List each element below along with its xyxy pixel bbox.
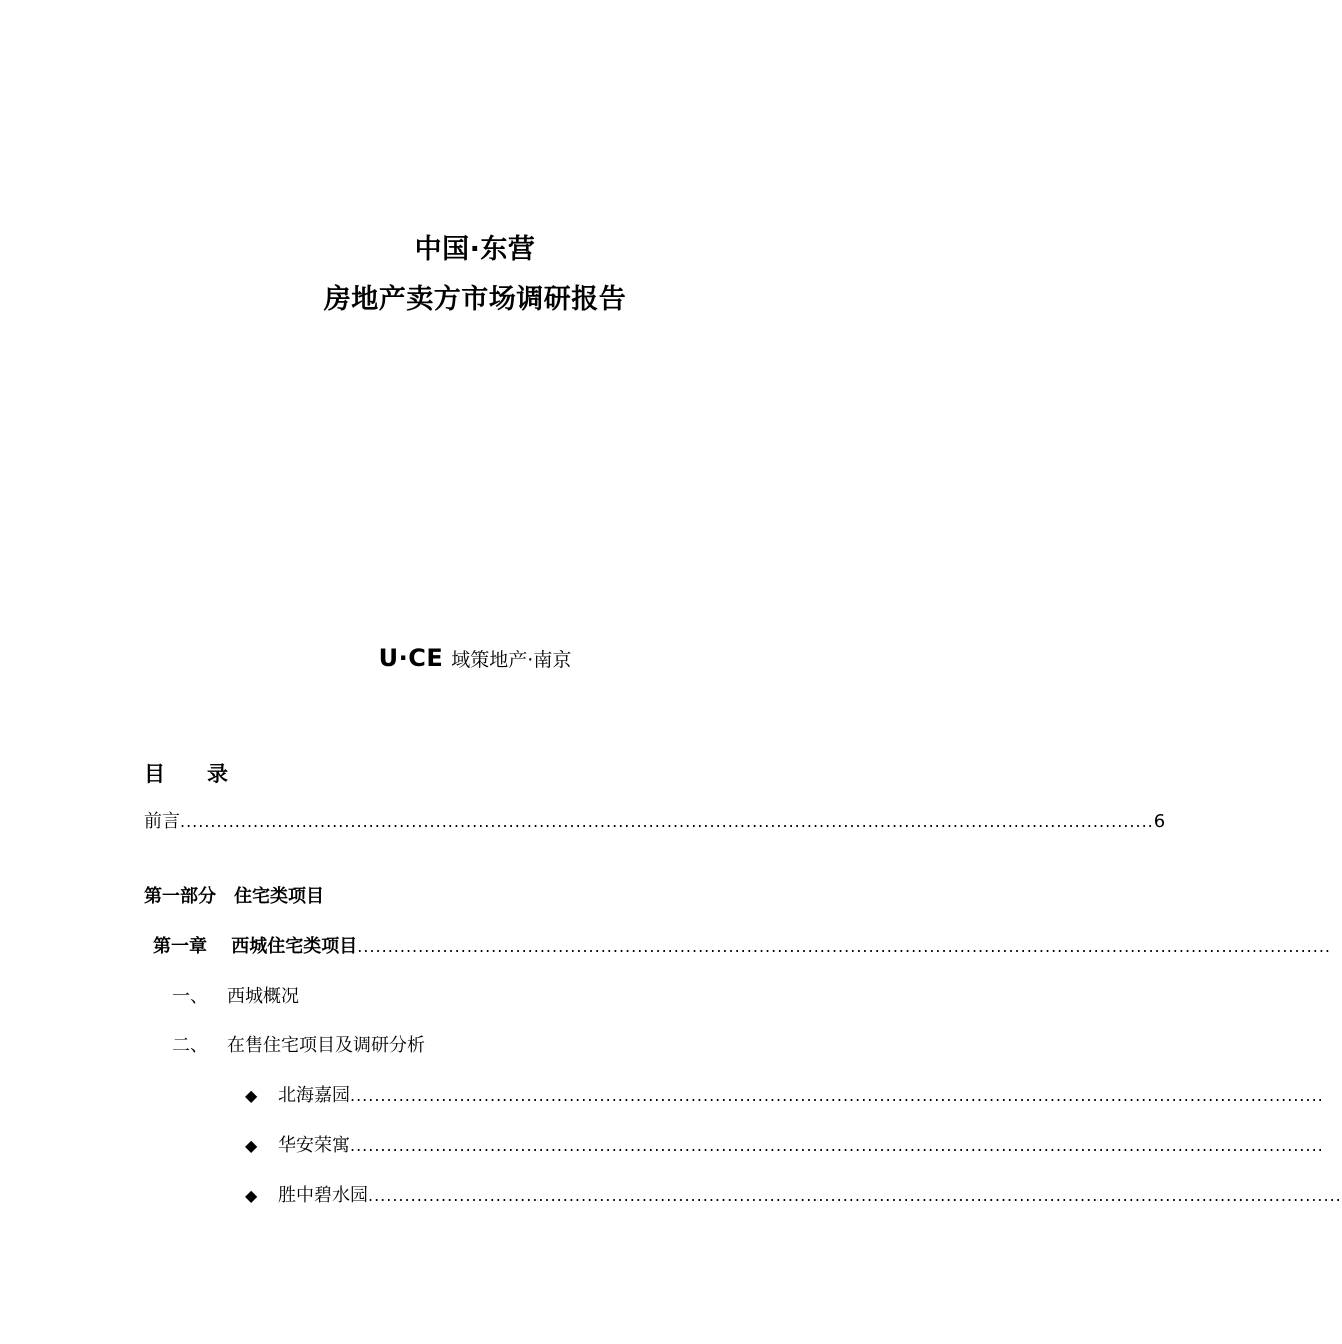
bullet-diamond-icon: ◆ — [245, 1186, 258, 1205]
toc-entry-chapter1[interactable] — [153, 935, 1332, 959]
toc-entry-section1[interactable] — [172, 985, 299, 1009]
toc-entry-item[interactable] — [278, 1084, 1324, 1108]
toc-entry-label: 北海嘉园 — [278, 1085, 350, 1106]
toc-entry-label: 西城概况 — [227, 986, 299, 1007]
bullet-diamond-icon: ◆ — [245, 1136, 258, 1155]
logo-company-name: 域策地产·南京 — [451, 648, 572, 671]
toc-dot-leader: ................................................................................................................................................................ — [368, 1186, 1342, 1205]
toc-dot-leader: ................................................................................................................................................................ — [350, 1136, 1324, 1155]
bullet-diamond-icon: ◆ — [245, 1086, 258, 1105]
toc-entry-preface[interactable] — [144, 810, 1166, 834]
toc-dot-leader: ................................................................................................................................................................ — [180, 812, 1154, 831]
toc-entry-label: 胜中碧水园 — [278, 1185, 368, 1206]
toc-entry-section2[interactable] — [172, 1034, 425, 1058]
cover-title-line-1: 中国·东营 — [414, 234, 536, 265]
toc-dot-leader: ................................................................................................................................................................ — [350, 1086, 1324, 1105]
toc-section-number: 一、 — [172, 986, 208, 1007]
toc-entry-label: 第一章 西城住宅类项目 — [153, 936, 358, 957]
toc-entry-label: 在售住宅项目及调研分析 — [227, 1035, 425, 1056]
toc-dot-leader: ................................................................................................................................................................ — [357, 937, 1332, 956]
toc-heading: 目 录 — [144, 762, 228, 786]
company-logo — [0, 644, 950, 672]
toc-entry-item[interactable] — [278, 1184, 1342, 1208]
toc-section-number: 二、 — [172, 1035, 208, 1056]
toc-entry-part1[interactable] — [144, 885, 324, 909]
toc-page-number: 6 — [1153, 811, 1166, 832]
cover-title-line-2: 房地产卖方市场调研报告 — [323, 284, 627, 315]
toc-entry-label: 第一部分 住宅类项目 — [144, 886, 324, 907]
toc-entry-item[interactable] — [278, 1134, 1324, 1158]
toc-entry-label: 前言 — [144, 811, 180, 832]
logo-mark: U·CE — [378, 644, 444, 672]
toc-entry-label: 华安荣寓 — [278, 1135, 350, 1156]
